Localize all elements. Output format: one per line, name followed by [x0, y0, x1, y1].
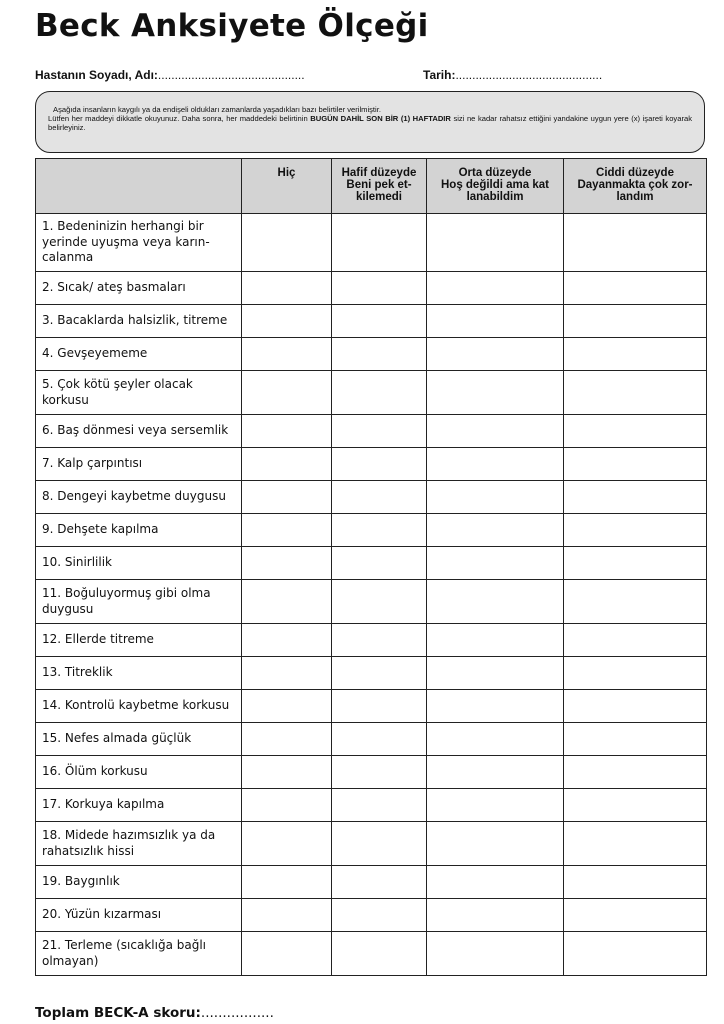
table-row — [36, 690, 707, 723]
patient-name-field[interactable] — [35, 68, 305, 82]
header-moderate — [427, 159, 564, 214]
instructions-box — [35, 91, 705, 153]
symptom-rows — [36, 214, 707, 976]
answer-cell-moderate[interactable] — [427, 690, 564, 723]
answer-cell-moderate[interactable] — [427, 624, 564, 657]
answer-cell-mild[interactable] — [332, 624, 427, 657]
answer-cell-none[interactable] — [242, 690, 332, 723]
answer-cell-severe[interactable] — [564, 756, 707, 789]
table-header-row — [36, 159, 707, 214]
table-row — [36, 789, 707, 822]
answer-cell-mild[interactable] — [332, 338, 427, 371]
header-severe — [564, 159, 707, 214]
answer-cell-mild[interactable] — [332, 580, 427, 624]
symptom-label: 1. Bedeninizin herhangi bir yerinde uyuşma veya karın-calanma — [36, 214, 242, 272]
symptom-label: 5. Çok kötü şeyler olacak korkusu — [36, 371, 242, 415]
table-row — [36, 214, 707, 272]
answer-cell-moderate[interactable] — [427, 305, 564, 338]
answer-cell-severe[interactable] — [564, 624, 707, 657]
answer-cell-severe[interactable] — [564, 723, 707, 756]
header-line: Dayanmakta çok zor- — [577, 179, 693, 191]
symptom-label: 12. Ellerde titreme — [36, 624, 242, 657]
symptom-label: 11. Boğuluyormuş gibi olma duygusu — [36, 580, 242, 624]
answer-cell-severe[interactable] — [564, 448, 707, 481]
answer-cell-moderate[interactable] — [427, 448, 564, 481]
answer-cell-mild[interactable] — [332, 448, 427, 481]
symptom-label: 20. Yüzün kızarması — [36, 899, 242, 932]
table-row — [36, 657, 707, 690]
answer-cell-severe[interactable] — [564, 690, 707, 723]
answer-cell-moderate[interactable] — [427, 822, 564, 866]
answer-cell-mild[interactable] — [332, 789, 427, 822]
answer-cell-severe[interactable] — [564, 338, 707, 371]
table-row — [36, 756, 707, 789]
answer-cell-none[interactable] — [242, 756, 332, 789]
answer-cell-none[interactable] — [242, 624, 332, 657]
header-line: Orta düzeyde — [458, 167, 532, 179]
answer-cell-none[interactable] — [242, 214, 332, 272]
instructions-text: Lütfen her maddeyi dikkatle okuyunuz. Daha sonra, her maddedeki belirtinin — [48, 114, 311, 123]
answer-cell-none[interactable] — [242, 899, 332, 932]
answer-cell-none[interactable] — [242, 272, 332, 305]
instructions-line-2 — [48, 114, 692, 132]
answer-cell-severe[interactable] — [564, 866, 707, 899]
instructions-text-end: sizi ne kadar rahatsız ettiğini yandakine uygun yere (x) işareti koyarak belirleyiniz. — [48, 114, 693, 132]
answer-cell-severe[interactable] — [564, 932, 707, 976]
answer-cell-none[interactable] — [242, 580, 332, 624]
page-title: Beck Anksiyete Ölçeği — [35, 8, 429, 44]
table-row — [36, 415, 707, 448]
answer-cell-moderate[interactable] — [427, 415, 564, 448]
table-row — [36, 272, 707, 305]
answer-cell-mild[interactable] — [332, 547, 427, 580]
answer-cell-mild[interactable] — [332, 514, 427, 547]
answer-cell-mild[interactable] — [332, 305, 427, 338]
answer-cell-moderate[interactable] — [427, 514, 564, 547]
answer-cell-none[interactable] — [242, 723, 332, 756]
date-field[interactable] — [423, 68, 602, 82]
table-row — [36, 580, 707, 624]
answer-cell-none[interactable] — [242, 338, 332, 371]
answer-cell-none[interactable] — [242, 822, 332, 866]
symptom-label: 4. Gevşeyememe — [36, 338, 242, 371]
answer-cell-moderate[interactable] — [427, 547, 564, 580]
total-score — [35, 1005, 274, 1021]
answer-cell-severe[interactable] — [564, 580, 707, 624]
table-row — [36, 822, 707, 866]
answer-cell-severe[interactable] — [564, 272, 707, 305]
symptom-label: 2. Sıcak/ ateş basmaları — [36, 272, 242, 305]
total-score-blank[interactable]: ................. — [200, 1005, 274, 1021]
answer-cell-moderate[interactable] — [427, 580, 564, 624]
answer-cell-mild[interactable] — [332, 657, 427, 690]
symptom-label: 17. Korkuya kapılma — [36, 789, 242, 822]
symptom-label: 21. Terleme (sıcaklığa bağlı olmayan) — [36, 932, 242, 976]
answer-cell-none[interactable] — [242, 448, 332, 481]
answer-cell-moderate[interactable] — [427, 657, 564, 690]
symptom-label: 13. Titreklik — [36, 657, 242, 690]
table-row — [36, 448, 707, 481]
answer-cell-severe[interactable] — [564, 214, 707, 272]
answer-cell-severe[interactable] — [564, 371, 707, 415]
answer-cell-moderate[interactable] — [427, 338, 564, 371]
symptom-label: 19. Baygınlık — [36, 866, 242, 899]
instructions-line-1: Aşağıda insanların kaygılı ya da endişeli oldukları zamanlarda yaşadıkları bazı belirtiler verilmiştir. — [53, 105, 381, 114]
table-row — [36, 866, 707, 899]
answer-cell-severe[interactable] — [564, 789, 707, 822]
answer-cell-none[interactable] — [242, 657, 332, 690]
answer-cell-severe[interactable] — [564, 547, 707, 580]
table-row — [36, 371, 707, 415]
table-row — [36, 338, 707, 371]
instructions-emphasis: BUGÜN DAHİL SON BİR (1) HAFTADIR — [310, 114, 451, 123]
answer-cell-severe[interactable] — [564, 481, 707, 514]
date-label: Tarih: — [423, 68, 456, 82]
answer-cell-none[interactable] — [242, 514, 332, 547]
table-row — [36, 723, 707, 756]
symptom-label: 6. Baş dönmesi veya sersemlik — [36, 415, 242, 448]
answer-cell-severe[interactable] — [564, 899, 707, 932]
answer-cell-none[interactable] — [242, 481, 332, 514]
header-mild — [332, 159, 427, 214]
patient-name-blank[interactable]: ............................................ — [157, 68, 305, 82]
answer-cell-moderate[interactable] — [427, 866, 564, 899]
answer-cell-none[interactable] — [242, 866, 332, 899]
answer-cell-none[interactable] — [242, 415, 332, 448]
answer-cell-severe[interactable] — [564, 657, 707, 690]
answer-cell-none[interactable] — [242, 547, 332, 580]
header-line: Hiç — [277, 167, 296, 179]
header-symptom — [36, 159, 242, 214]
answer-cell-mild[interactable] — [332, 214, 427, 272]
answer-cell-none[interactable] — [242, 932, 332, 976]
answer-cell-moderate[interactable] — [427, 723, 564, 756]
total-score-label: Toplam BECK-A skoru: — [35, 1005, 201, 1021]
answer-cell-moderate[interactable] — [427, 789, 564, 822]
header-line: kilemedi — [355, 191, 403, 203]
answer-cell-moderate[interactable] — [427, 899, 564, 932]
table-row — [36, 481, 707, 514]
table-row — [36, 899, 707, 932]
header-line: Beni pek et- — [346, 179, 412, 191]
answer-cell-none[interactable] — [242, 789, 332, 822]
header-none — [242, 159, 332, 214]
answer-cell-moderate[interactable] — [427, 481, 564, 514]
symptom-label: 10. Sinirlilik — [36, 547, 242, 580]
answer-cell-mild[interactable] — [332, 371, 427, 415]
answer-cell-severe[interactable] — [564, 822, 707, 866]
answer-cell-moderate[interactable] — [427, 214, 564, 272]
symptom-table — [35, 158, 707, 976]
header-line: Ciddi düzeyde — [596, 167, 674, 179]
answer-cell-mild[interactable] — [332, 932, 427, 976]
answer-cell-none[interactable] — [242, 305, 332, 338]
symptom-label: 16. Ölüm korkusu — [36, 756, 242, 789]
answer-cell-mild[interactable] — [332, 272, 427, 305]
symptom-label: 3. Bacaklarda halsizlik, titreme — [36, 305, 242, 338]
answer-cell-severe[interactable] — [564, 415, 707, 448]
symptom-label: 15. Nefes almada güçlük — [36, 723, 242, 756]
answer-cell-moderate[interactable] — [427, 932, 564, 976]
answer-cell-mild[interactable] — [332, 723, 427, 756]
symptom-label: 9. Dehşete kapılma — [36, 514, 242, 547]
answer-cell-none[interactable] — [242, 371, 332, 415]
answer-cell-mild[interactable] — [332, 866, 427, 899]
table-row — [36, 624, 707, 657]
answer-cell-moderate[interactable] — [427, 756, 564, 789]
answer-cell-mild[interactable] — [332, 690, 427, 723]
date-blank[interactable]: ............................................ — [455, 68, 603, 82]
answer-cell-moderate[interactable] — [427, 371, 564, 415]
table-row — [36, 932, 707, 976]
answer-cell-severe[interactable] — [564, 514, 707, 547]
table-row — [36, 514, 707, 547]
header-line: Hafif düzeyde — [341, 167, 417, 179]
patient-name-label: Hastanın Soyadı, Adı: — [35, 68, 158, 82]
header-line: Hoş değildi ama kat — [440, 179, 549, 191]
answer-cell-mild[interactable] — [332, 899, 427, 932]
symptom-label: 8. Dengeyi kaybetme duygusu — [36, 481, 242, 514]
symptom-label: 18. Midede hazımsızlık ya da rahatsızlık hissi — [36, 822, 242, 866]
answer-cell-moderate[interactable] — [427, 272, 564, 305]
answer-cell-mild[interactable] — [332, 415, 427, 448]
answer-cell-severe[interactable] — [564, 305, 707, 338]
symptom-label: 14. Kontrolü kaybetme korkusu — [36, 690, 242, 723]
answer-cell-mild[interactable] — [332, 822, 427, 866]
answer-cell-mild[interactable] — [332, 756, 427, 789]
header-line: landım — [616, 191, 654, 203]
table-row — [36, 305, 707, 338]
symptom-label: 7. Kalp çarpıntısı — [36, 448, 242, 481]
header-line: lanabildim — [466, 191, 524, 203]
table-row — [36, 547, 707, 580]
answer-cell-mild[interactable] — [332, 481, 427, 514]
